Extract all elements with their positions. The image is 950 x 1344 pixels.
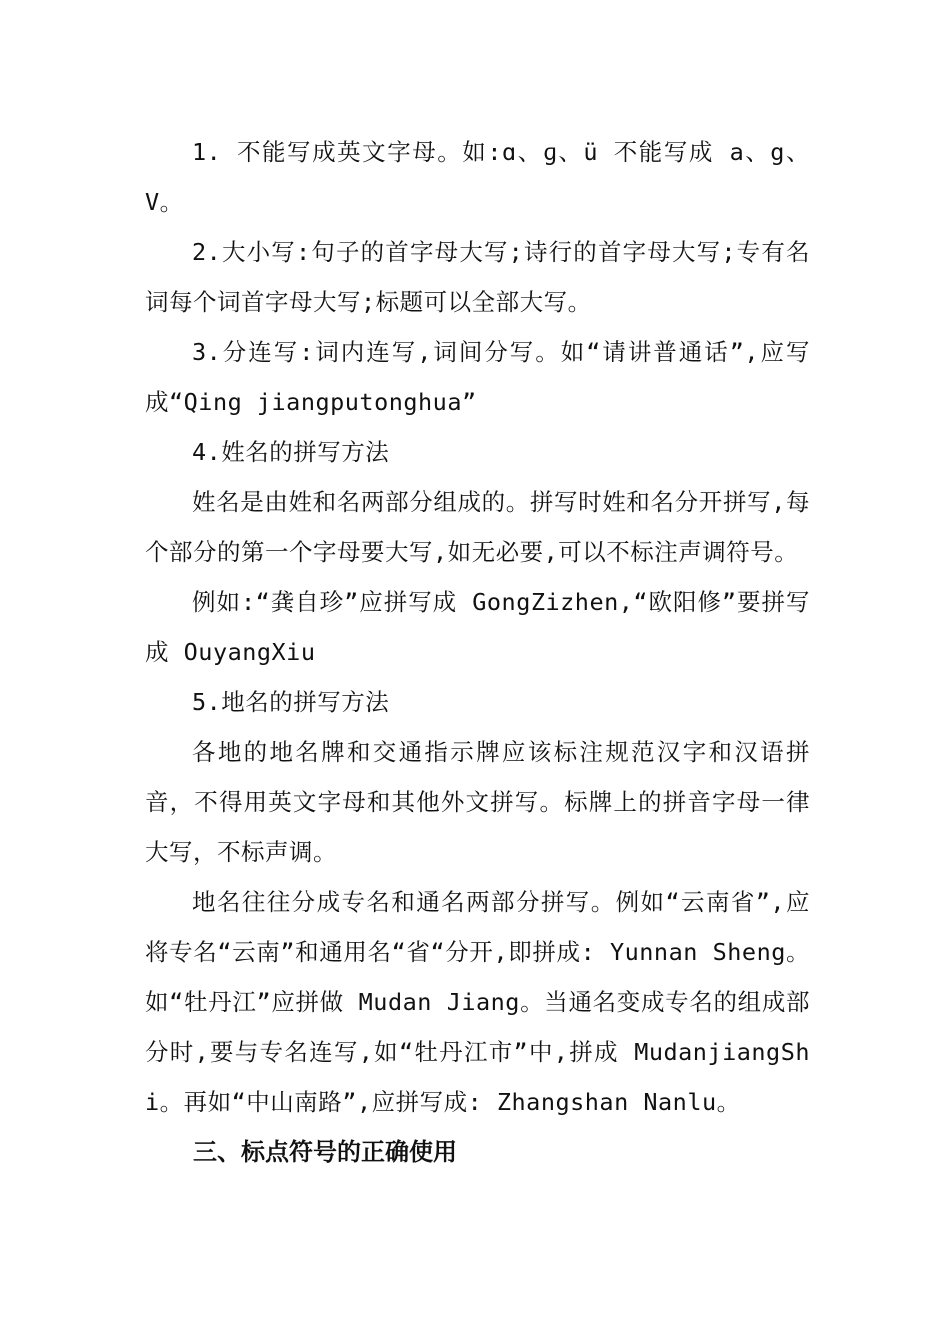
paragraph-pinyin-letters: 1. 不能写成英文字母。如:ɑ、ɡ、ü 不能写成 a、g、V。 xyxy=(145,138,810,216)
paragraph-word-separation: 3.分连写:词内连写,词间分写。如“请讲普通话”,应写成“Qing jiangputonghua” xyxy=(145,338,810,416)
paragraph-capitalization: 2.大小写:句子的首字母大写;诗行的首字母大写;专有名词每个词首字母大写;标题可以全部大写。 xyxy=(145,238,810,316)
paragraph-name-spelling-rule: 姓名是由姓和名两部分组成的。拼写时姓和名分开拼写,每个部分的第一个字母要大写,如无必要,可以不标注声调符号。 xyxy=(145,488,810,566)
document-body xyxy=(145,127,810,1177)
paragraph-place-names-rule: 地名往往分成专名和通名两部分拼写。例如“云南省”,应将专名“云南”和通用名“省“分开,即拼成: Yunnan Sheng。如“牡丹江”应拼做 Mudan Jiang。当通名变成专名的组成部分时,要与专名连写,如“牡丹江市”中,拼成 MudanjiangShi。再如“中山南路”,应拼写成: Zhangshan Nanlu。 xyxy=(145,888,810,1116)
paragraph-place-spelling-title: 5.地名的拼写方法 xyxy=(192,688,390,716)
paragraph-name-spelling-example: 例如:“龚自珍”应拼写成 GongZizhen,“欧阳修”要拼写成 OuyangXiu xyxy=(145,588,810,666)
paragraph-place-signs: 各地的地名牌和交通指示牌应该标注规范汉字和汉语拼音，不得用英文字母和其他外文拼写。标牌上的拼音字母一律大写，不标声调。 xyxy=(145,738,810,866)
paragraph-name-spelling-title: 4.姓名的拼写方法 xyxy=(192,438,390,466)
section-heading: 三、标点符号的正确使用 xyxy=(193,1138,457,1166)
